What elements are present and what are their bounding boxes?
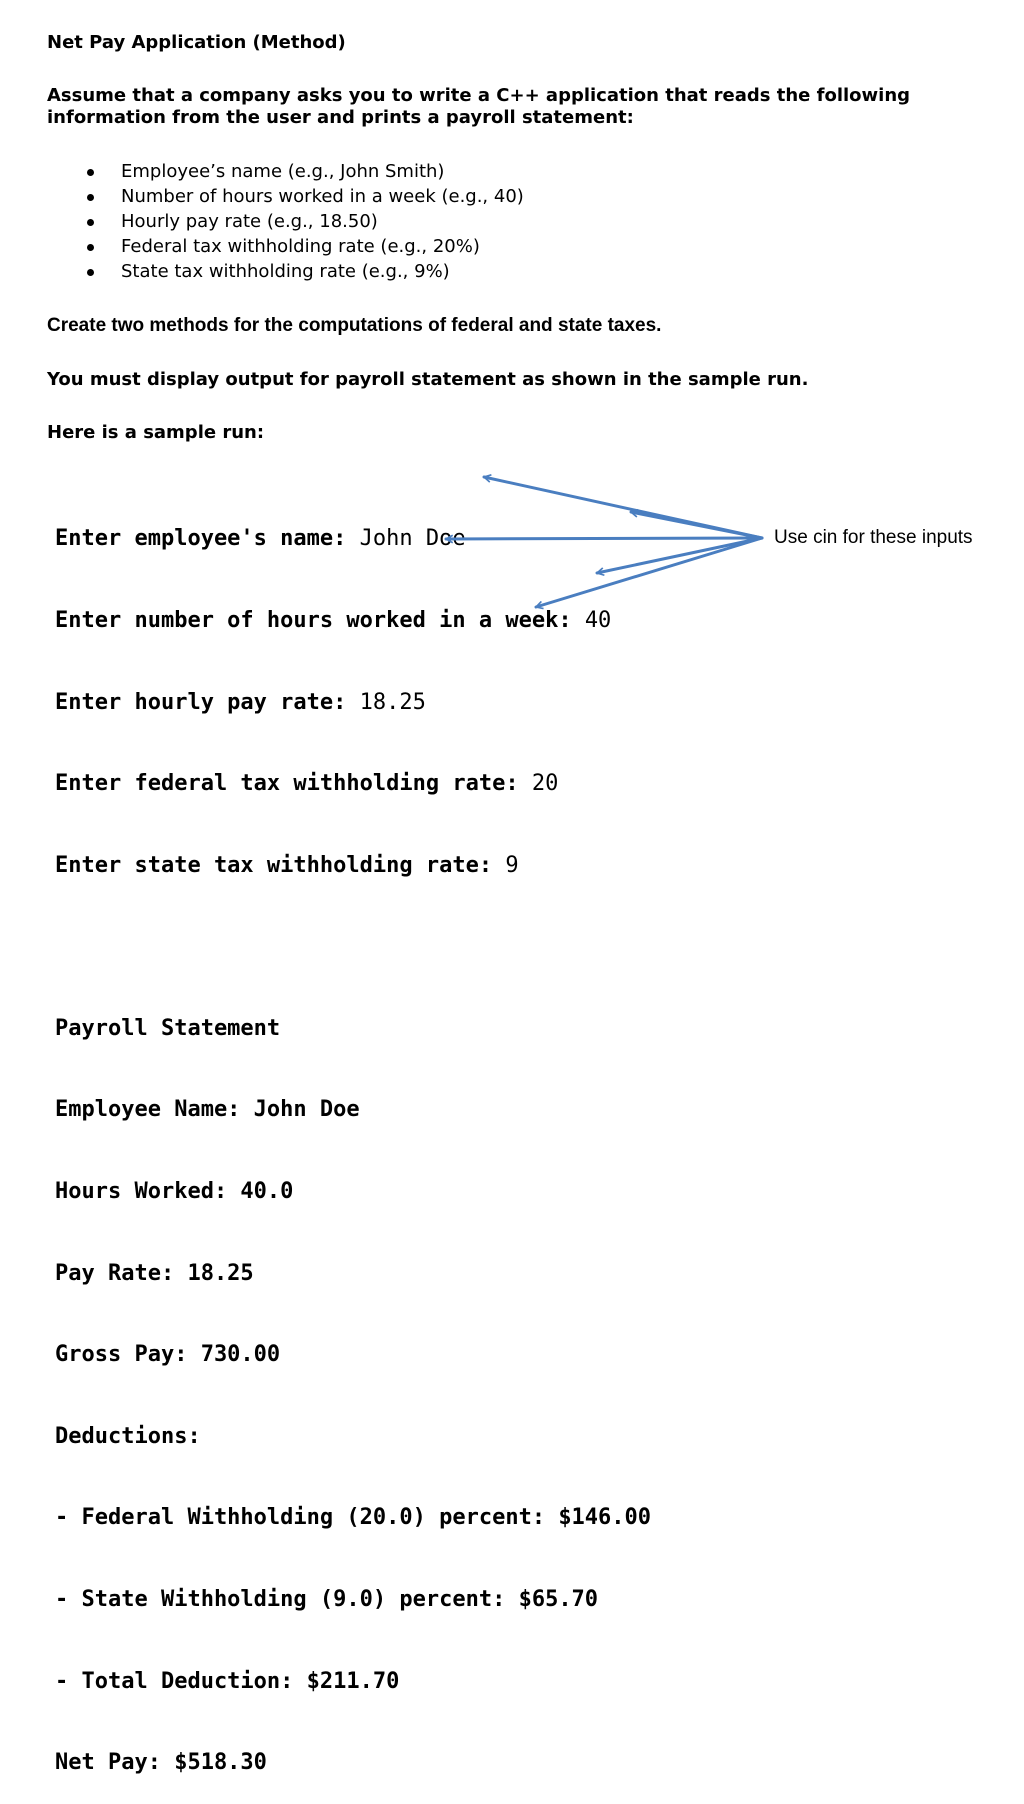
cin-annotation: Use cin for these inputs (774, 527, 973, 548)
list-item-text: Employee’s name (e.g., John Smith) (121, 161, 445, 182)
input-line-rate (55, 689, 651, 716)
output-line: - State Withholding (9.0) percent: $65.70 (55, 1586, 599, 1612)
input-value: 9 (505, 852, 519, 878)
output-line: - Total Deduction: $211.70 (55, 1668, 400, 1694)
sample-run-console (55, 471, 651, 1804)
input-prompt: Enter state tax withholding rate: (55, 852, 506, 878)
input-value: 20 (531, 771, 559, 797)
output-line: Employee Name: John Doe (55, 1097, 360, 1123)
sample-run-label: Here is a sample run: (47, 422, 265, 443)
output-line: - Federal Withholding (20.0) percent: $146.00 (55, 1505, 652, 1531)
intro-paragraph: Assume that a company asks you to write a C++ application that reads the following information from the user and prints a payroll statement: (47, 85, 911, 128)
output-line: Hours Worked: 40.0 (55, 1178, 294, 1204)
output-line: Net Pay: $518.30 (55, 1750, 267, 1776)
input-prompt: Enter number of hours worked in a week: (55, 608, 585, 633)
page-title: Net Pay Application (Method) (47, 32, 346, 53)
input-line-state (55, 852, 651, 879)
input-line-name (55, 525, 651, 552)
list-item-text: Federal tax withholding rate (e.g., 20%) (121, 236, 480, 257)
list-item-text: State tax withholding rate (e.g., 9%) (121, 261, 450, 282)
output-line: Deductions: (55, 1423, 201, 1449)
list-item-text: Hourly pay rate (e.g., 18.50) (121, 211, 378, 232)
input-line-federal (55, 770, 651, 797)
input-prompt: Enter hourly pay rate: (55, 689, 360, 715)
input-prompt: Enter federal tax withholding rate: (55, 771, 532, 797)
input-value: 18.25 (359, 689, 426, 715)
bullet-icon (87, 244, 94, 251)
input-value: John Doe (359, 526, 466, 552)
bullet-icon (87, 219, 94, 226)
output-line: Gross Pay: 730.00 (55, 1342, 281, 1368)
bullet-icon (87, 269, 94, 276)
bullet-icon (87, 194, 94, 201)
input-value: 40 (584, 608, 612, 633)
output-line: Pay Rate: 18.25 (55, 1260, 254, 1286)
list-item-text: Number of hours worked in a week (e.g., 40) (121, 186, 524, 207)
input-prompt: Enter employee's name: (55, 526, 360, 552)
display-instruction: You must display output for payroll statement as shown in the sample run. (47, 369, 809, 390)
bullet-icon (87, 169, 94, 176)
methods-instruction: Create two methods for the computations of federal and state taxes. (47, 315, 662, 336)
output-heading: Payroll Statement (55, 1015, 281, 1041)
input-line-hours (55, 607, 651, 634)
